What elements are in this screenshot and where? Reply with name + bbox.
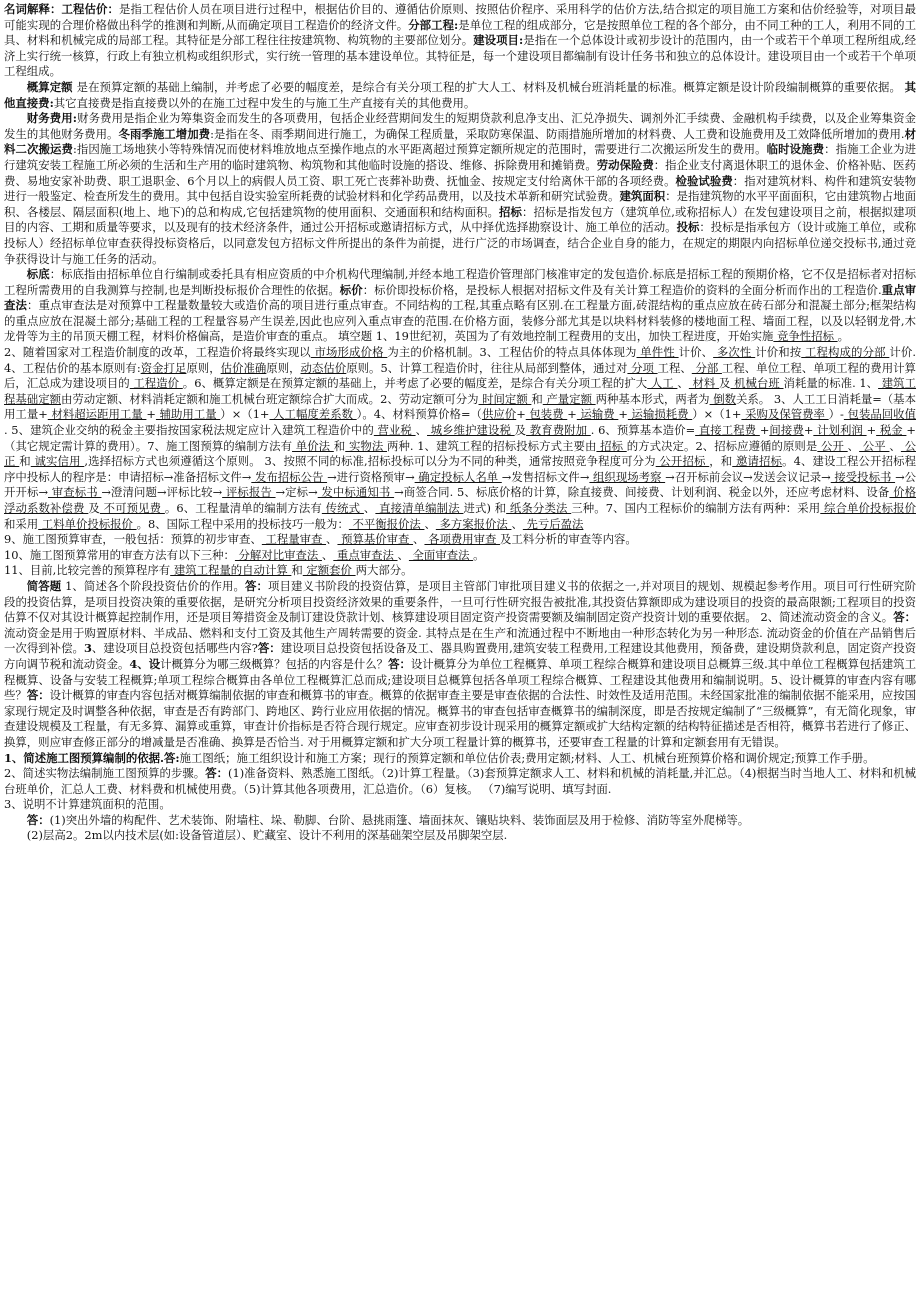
text-run: 是在预算定额的基础上编制，并考虑了必要的幅度差，是综合有关分项工程的扩大人工、材料及机械台班消耗量的标准。概算定额是设计阶段编制概算的重要依据。	[76, 79, 905, 94]
text-run: 两种. 1、建筑工程的招标投标方式主要由	[387, 438, 597, 453]
text-run: +	[618, 407, 628, 422]
filled-blank: 产量定额	[542, 391, 596, 406]
bold-term: 其他直接费:	[4, 79, 916, 110]
filled-blank: 营业税	[373, 423, 416, 438]
paragraph-terms-4	[4, 267, 916, 345]
bold-term: 标底	[26, 267, 50, 282]
filled-blank: 先亏后盈法	[522, 516, 584, 531]
text-run: ：指施工企业为进行建筑安装工程施工所必须的生活和生产用的临时建筑物、构筑物和其他临时设施的搭设、维修、拆除费用和摊销费。	[4, 142, 916, 172]
text-run: 为主的价格机制。3、工程估价的特点具体体现为	[387, 345, 637, 360]
filled-blank: 估价准确	[220, 360, 267, 375]
text-run: :是指在冬、雨季期间进行施工，为确保工程质量，采取防寒保温、防雨措施所增加的材料费、人工费和设施费用及工效降低所增加的费用.	[210, 126, 905, 141]
filled-blank: 工料单价投标报价	[38, 516, 137, 531]
text-run: +（其它规定需计算的费用）。7、施工图预算的编制方法有	[4, 423, 916, 453]
bold-term: 重点审查法	[4, 282, 916, 313]
filled-blank: 价格浮动系数补偿费	[4, 485, 917, 515]
filled-blank: 城乡维护建设税	[427, 423, 515, 438]
text-run: 原则，	[266, 360, 301, 375]
text-run: 进式) 和	[463, 501, 507, 515]
filled-blank: 税金	[876, 423, 907, 438]
text-run: +	[516, 407, 526, 422]
text-run: ：指企业支付离退休职工的退休金、价格补贴、医药费、易地安家补助费、职工退职金、6个月以上的病假人员工资、职工死亡丧葬补助费、抚恤金、按规定支付给离休干部的各项经费。	[4, 157, 916, 188]
filled-blank: 包装费	[525, 407, 568, 422]
text-run: . 5、建筑企业交纳的税金主要指按国家税法规定应计入建筑工程造价中的	[4, 423, 374, 438]
filled-blank: 工程量审查	[261, 532, 327, 547]
paragraph-short-answer-6	[4, 828, 916, 844]
bold-term: 答：	[893, 610, 916, 625]
filled-blank: 邀请招标	[732, 454, 783, 469]
text-run: 。	[837, 329, 849, 344]
filled-blank: 直接工程费	[695, 423, 760, 438]
bold-term: 简答题	[26, 578, 62, 593]
text-run: 。8、国际工程中采用的投标技巧一般为：	[136, 516, 349, 531]
filled-blank: 间接费	[769, 423, 804, 438]
text-run: 由劳动定额、材料消耗定额和施工机械台班定额综合扩大而成。2、劳动定额可分为	[60, 391, 479, 406]
text-run: →澄清问题→评标比较→	[101, 485, 223, 500]
text-run: ：招标是指发包方（建筑单位,或称招标人）在发包建设项目之前，根据拟建项目的内容、工期和质量等要求，以及现有的技术经济条件，通过公开招标或邀请招标方式，从中择优选择勘察设计、施工单位的活动。	[4, 204, 916, 235]
filled-blank: 发布招标公告	[251, 469, 328, 484]
paragraph-terms-1	[4, 2, 916, 80]
filled-blank: 机械台班	[730, 376, 784, 391]
filled-blank: 采购及保管费率	[741, 407, 829, 422]
paragraph-fill-blanks	[4, 345, 916, 532]
text-run: ）-	[828, 407, 844, 422]
filled-blank: 动态估价	[300, 360, 347, 375]
text-run: 工程、单位工程、单项工程的费用计算后，汇总成为建设项目的	[4, 360, 916, 391]
bold-term: 答：	[26, 812, 50, 827]
text-run: 10、施工图预算常用的审查方法有以下三种：	[4, 547, 235, 562]
text-run: 及	[719, 376, 731, 391]
filled-blank: 竞争性招标	[773, 329, 838, 344]
paragraph-short-answer-5	[4, 813, 916, 829]
filled-blank: 公平	[859, 438, 890, 453]
filled-blank: 不可预见费	[99, 501, 165, 515]
text-run: 和	[333, 438, 346, 453]
text-run: 。	[473, 547, 485, 562]
bold-term: 材料二次搬运费	[4, 126, 916, 157]
text-run: +	[866, 423, 877, 438]
text-run: ）×（1+	[220, 407, 270, 422]
filled-blank: 分解对比审查法	[234, 547, 322, 562]
bold-term: 答：	[26, 688, 50, 703]
paragraph-short-answer-1	[4, 579, 916, 751]
text-run: 其它直接费是指直接费以外的在施工过程中发生的与施工生产直接有关的其他费用。	[53, 95, 476, 110]
paragraph-terms-3	[4, 111, 916, 267]
text-run: →发售招标文件→	[501, 469, 590, 484]
text-run: +	[567, 407, 577, 422]
filled-blank: 材料	[688, 376, 720, 391]
bold-term: 建筑面积	[619, 189, 666, 204]
text-run: 、	[363, 501, 376, 515]
filled-blank: 不平衡报价法	[348, 516, 425, 531]
paragraph-fill-11	[4, 563, 916, 579]
bold-term: 答：	[388, 656, 411, 671]
text-run: 2、简述实物法编制施工图预算的步骤。	[4, 766, 206, 781]
text-run: ）。4、材料预算价格=（	[356, 407, 482, 422]
filled-blank: 公开	[817, 438, 848, 453]
text-run: ：指对建筑材料、构件和建筑安装物进行一般鉴定、检查所发生的费用。其中包括自设实验室所耗费的试验材料和化学药品费用，以及技术革新和研究试验费。	[4, 173, 916, 204]
text-run: 3、说明不计算建筑面积的范围。	[4, 797, 171, 812]
filled-blank: 单价法	[292, 438, 334, 453]
text-run: →公开开标→	[4, 469, 917, 500]
bold-term: 冬雨季施工增加费	[118, 126, 211, 141]
text-run: 两种基本形式，两者为	[595, 391, 710, 406]
filled-blank: 运输费	[576, 407, 619, 422]
text-run: 施工图纸；施工组织设计和施工方案；现行的预算定额和单位估价表;费用定额;材料、人工、机械台班预算价格和调价规定;预算工作手册。	[179, 750, 875, 765]
text-run: 设计概算分为单位工程概算、单项工程综合概算和建设项目总概算三级.其中单位工程概算包括建筑工程概算、设备与安装工程概算;单项工程综合概算由各单位工程概算汇总而成;建设项目总概算包括各单项工程综合概算、工程建设其他费用和编制说明。5、设计概算的审查内容有哪些？	[4, 656, 916, 703]
text-run: 三种。7、国内工程标价的编制方法有两种：采用	[571, 501, 821, 515]
filled-blank: 辅助用工量	[155, 407, 221, 422]
filled-blank: 分项	[627, 360, 658, 375]
text-run: (1)准备资料、熟悉施工图纸。（2)计算工程量。（3)套预算定额求人工、材料和机械的消耗量,并汇总。（4)根据当时当地人工、材料和机械台班单价，汇总人工费、材料费和机械使用费。（5)计算其他各项费用，汇总造价。（6）复核。 （7)编写说明、填写封面.	[4, 766, 917, 796]
text-run: 是单位工程的组成部分，它是按照单位工程的各个部分，由不同工种的工人，利用不同的工具、材料和机械完成的局部工程。其特征是分部工程往往按建筑物、构筑物的主要部位划分。	[4, 17, 916, 48]
text-run: 及	[514, 423, 527, 438]
text-run: 设计概算的审查内容包括对概算编制依据的审查和概算书的审查。概算的依据审查主要是审查依据的合法性、时效性及适用范围。未经国家批准的编制依据不能采用，应按国家现行规定及时调整各种依据，审查是否有跨部门、跨地区、跨行业应用依据的情况。概算书的审查包括审查概算书的编制深度，即是否按规定编制了“三级概算”，有无简化现象，审查建设规模及工程量，有无多算、漏算或重算，审查计价指标是否符合现行规定。应审查初步设计现采用的概算定额或扩大结构定额的结构特征描述是否相符，概算书若进行了修正、换算，则应审查修正部分的增减量是否准确、换算是否恰当. 对于用概算定额和扩大分项工程量计算的概算书，还要审查工程量的计算和定额套用有无错误。	[4, 688, 916, 749]
text-run: +	[759, 423, 770, 438]
text-run: 建设项目总投资包括设备及工、器具购置费用,建筑安装工程费用,工程建设其他费用，预备费，建设期贷款利息，固定资产投资方向调节税和流动资金。	[4, 641, 916, 671]
filled-blank: 包装品回收值	[843, 407, 916, 422]
text-run: ）×（1+	[692, 407, 742, 422]
filled-blank: 传统式	[321, 501, 364, 515]
text-run: 9、施工图预算审查，一般包括：预算的初步审查、	[4, 532, 262, 547]
text-run: 是指工程估价人员在项目进行过程中，根据估价目的、遵循估价原则、按照估价程序、采用科学的估价方法,结合拟定的项目施工方案和估价经验等，对项目最可能实现的合理价格做出科学的推测和判断,从而确定项目工程造价的经济文件。	[4, 2, 916, 32]
filled-blank: 组织现场考察	[589, 469, 666, 484]
text-run: ：重点审查法是对预算中工程量数量较大或造价高的项目进行重点审查。不同结构的工程,其重点略有区别.在工程量方面,砖混结构的重点应放在砖石部分和混凝土部分;框架结构的重点应放在混凝土部分;基础工程的工程量容易产生误差,因此也应列入重点审查的范围.在价格方面，装修分部尤其是以块料材料装修的楼地面工程、墙面工程，以及以轻钢龙骨,木龙骨等为主的吊顶天棚工程，材料价格偏高，是造价审查的重点。	[4, 298, 916, 344]
filled-blank: 诚实信用	[30, 454, 85, 469]
text-run: ，和	[709, 454, 733, 469]
filled-blank: 多方案报价法	[435, 516, 512, 531]
text-run: →召开标前会议→发送会议记录→	[665, 469, 831, 484]
filled-blank: 纸条分类法	[506, 501, 572, 515]
filled-blank: 运输损耗费	[627, 407, 693, 422]
filled-blank: 审查标书	[48, 485, 102, 500]
paragraph-terms-2	[4, 80, 916, 111]
filled-blank: 倒数	[709, 391, 736, 406]
filled-blank: 公正	[4, 438, 916, 469]
text-run: 。4、建设工程公开招标程序中投标人的程序是：申请招标→准备招标文件→	[4, 454, 916, 484]
text-run: (2)层高2。2m以内技术层(如:设备管道层）、贮藏室、设计不利用的深基础架空层及吊脚架空层.	[26, 828, 508, 843]
text-run: 和采用	[4, 516, 39, 531]
text-run: 原则，	[186, 360, 221, 375]
text-run: ：标价即投标价格，是投标人根据对招标文件及有关计算工程造价的资料的全面分析而作出的工程造价.	[362, 282, 882, 297]
bold-term: 临时设施费	[766, 142, 825, 157]
bold-term: 答：	[257, 641, 281, 656]
text-run: 、	[677, 376, 689, 391]
bold-term: 分部工程:	[408, 17, 459, 32]
text-run: 、	[847, 438, 860, 453]
filled-blank: 供应价	[481, 407, 517, 422]
bold-term: 答：	[245, 578, 269, 593]
bold-term: 答:	[163, 750, 180, 765]
text-run: →商签合同. 5、标底价格的计算，除直接费、间接费、计划利润、税金以外，还应考虑材料、设备	[394, 485, 890, 500]
filled-blank: 预算基价审查	[337, 532, 414, 547]
paragraph-fill-10	[4, 548, 916, 564]
text-run: ,选择招标方式也须遵循这个原则。 3、按照不同的标准,招标投标可以分为不同的种类，通常按照竞争程度可分为	[84, 454, 656, 469]
bold-term: 劳动保险费	[596, 157, 654, 172]
filled-blank: 发中标通知书	[317, 485, 395, 500]
filled-blank: 计划利润	[813, 423, 867, 438]
text-run: 两大部分。	[355, 563, 413, 578]
bold-term: 3	[83, 641, 92, 656]
filled-blank: 单件性	[636, 345, 679, 360]
text-run: 流动资金是用于购置原材料、半成品、燃料和支付工资及其他生产周转需要的资金. 其特点是在生产和流通过程中不断地由一种形态转化为另一种形态. 流动资金的价值在产品销售后一次得到补偿。	[4, 625, 916, 656]
filled-blank: 招标	[596, 438, 627, 453]
bold-term: 招标	[499, 204, 522, 219]
text-run: 。6、工程量清单的编制方法有	[164, 501, 322, 515]
filled-blank: 市场形成价格	[310, 345, 388, 360]
text-run: 关系。 3、人工工日消耗量=（基本用工量+	[4, 391, 916, 422]
text-run: 和	[531, 391, 543, 406]
text-run: 。6、概算定额是在预算定额的基础上，并考虑了必要的幅度差，是综合有关分项工程的扩大	[182, 376, 648, 391]
bold-term: 建设项目:	[473, 33, 524, 48]
bold-term: 概算定额	[26, 79, 77, 94]
text-run: 计价. 4、工程估价的基本原则有:	[4, 345, 916, 375]
filled-blank: 重点审查法	[333, 547, 398, 562]
bold-term: 财务费用:	[26, 111, 77, 126]
filled-blank: 建筑工程量的自动计算	[170, 563, 292, 578]
paragraph-fill-9	[4, 532, 916, 548]
bold-term: 1、简述施工图预算编制的依据.	[4, 750, 164, 765]
filled-blank: 接受投标书	[830, 469, 896, 484]
filled-blank: 多次性	[713, 345, 756, 360]
text-run: ：标底指由招标单位自行编制或委托具有相应资质的中介机构代理编制,并经本地工程造价管理部门核准审定的发包造价.标底是招标工程的预期价格，它不仅是招标者对招标工程所需费用的自我测算与控制,也是判断投标报价合理性的依据。	[4, 267, 916, 297]
filled-blank: 工程造价	[129, 376, 183, 391]
text-run: 1、简述各个阶段投资估价的作用。	[61, 578, 246, 593]
text-run: 计概算分为哪三级概算？包括的内容是什么？	[160, 656, 389, 671]
text-run: 工程、	[657, 360, 692, 375]
filled-blank: 工程构成的分部	[801, 345, 890, 360]
text-run: 、	[413, 532, 425, 547]
filled-blank: 资金打足	[140, 360, 187, 375]
text-run: (1)突出外墙的构配件、艺术装饰、附墙柱、垛、勒脚、台阶、悬挑雨篷、墙面抹灰、镶贴块料、装饰面层及用于检修、消防等室外爬梯等。	[49, 812, 750, 827]
filled-blank: 分部	[691, 360, 722, 375]
filled-blank: 各项费用审查	[424, 532, 501, 547]
text-run: 、	[415, 423, 428, 438]
text-run: 、	[397, 547, 409, 562]
text-run: →定标→	[275, 485, 318, 500]
paragraph-short-answer-4	[4, 797, 916, 813]
bold-term: 4、设	[129, 656, 161, 671]
text-run: 消耗量的标准. 1、	[783, 376, 879, 391]
text-run: +	[146, 407, 156, 422]
filled-blank: 建筑工程基础定额	[4, 376, 917, 406]
text-run: 计价、	[678, 345, 714, 360]
text-run: 、	[511, 516, 523, 531]
filled-blank: 公开招标	[655, 454, 710, 469]
text-run: 和	[291, 563, 303, 578]
filled-blank: 确定投标人名单	[414, 469, 502, 484]
filled-blank: 材料超运距用工量	[47, 407, 147, 422]
filled-blank: 实物法	[345, 438, 388, 453]
text-run: ：是指建筑物的水平平面面积，它由建筑物占地面积、各楼层、隔层面积(地上、地下)的总和构成,它包括建筑物的使用面积、交通面积和结构面积。	[4, 189, 916, 219]
filled-blank: 定额套价	[302, 563, 356, 578]
text-run: 、	[424, 516, 436, 531]
paragraph-short-answer-2	[4, 751, 916, 767]
filled-blank: 综合单价投标报价	[820, 501, 916, 515]
filled-blank: 人工幅度差系数	[269, 407, 357, 422]
filled-blank: 人工	[647, 376, 678, 391]
text-run: 2、随着国家对工程造价制度的改革，工程造价将最终实现以	[4, 345, 311, 360]
paragraph-short-answer-3	[4, 766, 916, 797]
filled-blank: 全面审查法	[408, 547, 474, 562]
text-run: 填空题 1、19世纪初，英国为了有效地控制工程费用的支出，加快工程进度，开始实施	[337, 329, 774, 344]
text-run: 和	[19, 454, 31, 469]
text-run: ：投标是指承包方（设计或施工单位，或称投标人）经招标单位审查获得投标资格后，以同意发包方招标文件所提出的条件为前提，进行广泛的市场调查，结合企业自身的能力，在规定的期限内向招标单位递交投标书,通过竞争获得设计与施工任务的活动。	[4, 220, 916, 266]
text-run: 及	[88, 501, 100, 515]
filled-blank: 时间定额	[478, 391, 532, 406]
bold-term: 检验试验费	[675, 173, 733, 188]
text-run: 11、目前,比较完善的预算程序有	[4, 563, 171, 578]
text-run: 、建设项目总投资包括哪些内容?	[91, 641, 258, 656]
bold-term: 标价	[339, 282, 363, 297]
text-run: 、	[889, 438, 901, 453]
bold-term: 答：	[205, 766, 229, 781]
text-run: . 6、预算基本造价=	[590, 423, 696, 438]
text-run: 、	[321, 547, 334, 562]
text-run: :指因施工场地狭小等特殊情况而使材料堆放地点至操作地点的水平距离超过预算定额所规定的范围时，需要进行二次搬运所发生的费用。	[72, 142, 767, 157]
text-run: 财务费用是指企业为筹集资金而发生的各项费用，包括企业经营期间发生的短期贷款利息净支出、汇兑净损失、调剂外汇手续费、金融机构手续费，以及企业筹集资金发生的其他财务费用。	[4, 111, 916, 141]
text-run: 是指在一个总体设计或初步设计的范围内，由一个或若干个单项工程所组成,经济上实行统一核算，行政上有独立机构或组织形式，实行统一管理的基本建设单位。其特征是，每一个建设项目都编制有设计任务书和独立的总体设计。建设项目由一个或若干个单项工程组成。	[4, 33, 916, 79]
text-run: 、	[326, 532, 338, 547]
filled-blank: 评标报告	[222, 485, 276, 500]
filled-blank: 直接清单编制法	[375, 501, 464, 515]
bold-term: 投标	[676, 220, 700, 235]
text-run: →进行资格预审→	[327, 469, 415, 484]
text-run: 原则。5、计算工程造价时，往往从局部到整体，通过对	[346, 360, 628, 375]
text-run: 项目建义书阶段的投资估算，是项目主管部门审批项目建义书的依据之一,并对项目的规划、规模起参考作用。项目可行性研究阶段的投资估算，是项目投资决策的重要依据，是研究分析项目投资经济效果的重要条件，一旦可行性研究报告被批准,其投资估算额即成为建设项目的投资的最高限额;工程项目的投资估算不仅对其设计概算起控制作用，还是项目筹措资金及制订建设贷款计划、核算建设项目固定资产投资需要额及编制固定资产投资计划的重要依据。 2、简述流动资金的含义。	[4, 578, 916, 625]
filled-blank: 教育费附加	[526, 423, 591, 438]
text-run: 计价和按	[755, 345, 802, 360]
text-run: 的方式决定。2、招标应遵循的原则是	[626, 438, 818, 453]
text-run: 及工料分析的审查等内容。	[500, 532, 637, 547]
bold-term: 名词解释：工程估价：	[4, 2, 119, 16]
text-run: +	[803, 423, 814, 438]
